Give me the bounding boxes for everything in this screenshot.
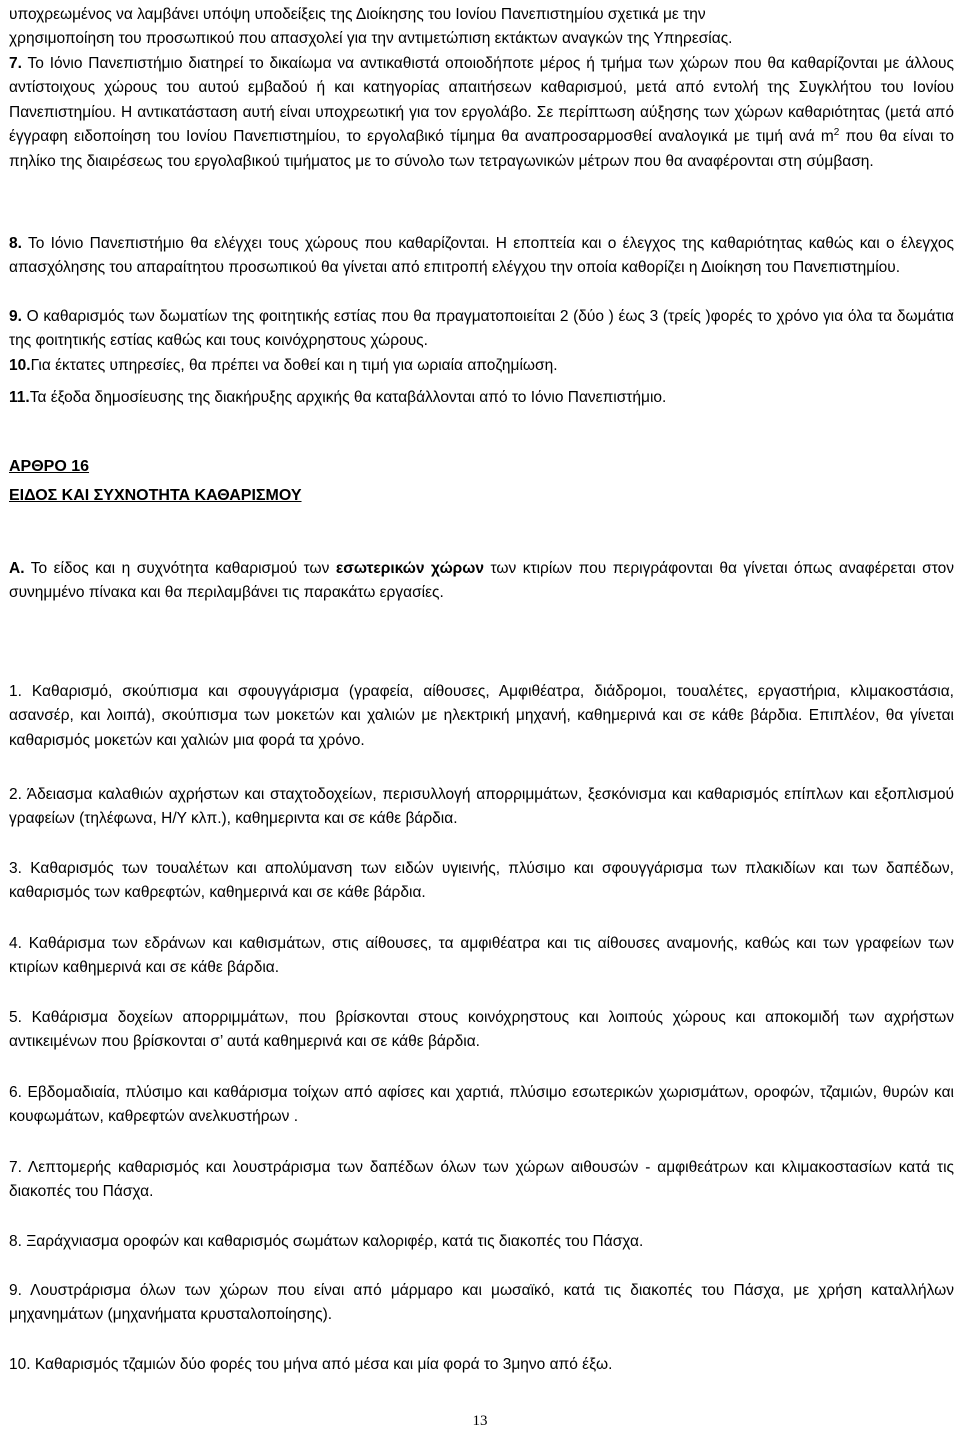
item-10-text: Για έκτατες υπηρεσίες, θα πρέπει να δοθεί και η τιμή για ωριαία αποζημίωση.: [30, 357, 558, 374]
task-7: 7. Λεπτομερής καθαρισμός και λουστράρισμα των δαπέδων όλων των χώρων αιθουσών - αμφιθεάτρων και κλιμακοστασίων κατά τις διακοπές του Πάσχα.: [9, 1159, 954, 1201]
top-line-2: χρησιμοποίηση του προσωπικού που απασχολεί για την αντιμετώπιση εκτάκτων αναγκών της Υπηρεσίας.: [9, 30, 733, 48]
task-1: 1. Καθαρισμό, σκούπισμα και σφουγγάρισμα (γραφεία, αίθουσες, Αμφιθέατρα, διάδρομοι, τουαλέτες, εργαστήρια, κλιμακοστάσια, ασανσέρ, και λοιπά), σκούπισμα των μοκετών και χαλιών με ηλεκτρική μηχανή, καθημερινά και σε κάθε βάρδια. Επιπλέον, θα γίνεται καθαρισμός μοκετών και χαλιών μια φορά τα χρόνο.: [9, 683, 954, 749]
task-6: 6. Εβδομαδιαία, πλύσιμο και καθάρισμα τοίχων από αφίσες και χαρτιά, πλύσιμο εσωτερικών χωρισμάτων, οροφών, τζαμιών, θυρών και κουφωμάτων, καθρεφτών ανελκυστήρων .: [9, 1084, 954, 1126]
item-7-text-b: που θα είναι το πηλίκο της διαιρέσεως του εργολαβικού τιμήματος με το σύνολο των τετραγωνικών μέτρων που θα αναφέρονται στη σύμβαση.: [9, 128, 954, 170]
item-8-text: Το Ιόνιο Πανεπιστήμιο θα ελέγχει τους χώρους που καθαρίζονται. Η εποπτεία και ο έλεγχος της καθαριότητας καθώς και ο έλεγχος απασχόλησης του απαραίτητου προσωπικού θα γίνεται από επιτροπή ελέγχου την οποία καθορίζει η Διοίκηση του Πανεπιστημίου.: [9, 235, 954, 277]
task-5: 5. Καθάρισμα δοχείων απορριμμάτων, που βρίσκονται στους κοινόχρηστους και λοιπούς χώρους και αποκομιδή των αχρήστων αντικειμένων που βρίσκονται σ’ αυτά καθημερινά και σε κάθε βάρδια.: [9, 1009, 954, 1051]
task-2: 2. Άδειασμα καλαθιών αχρήστων και σταχτοδοχείων, περισυλλογή απορριμμάτων, ξεσκόνισμα και καθαρισμός επίπλων και εξοπλισμού γραφείων (τηλέφωνα, Η/Υ κλπ.), καθημεριντα και σε κάθε βάρδια.: [9, 786, 954, 828]
section-a-bold: εσωτερικών χώρων: [335, 560, 484, 577]
top-line-1: υποχρεωμένος να λαμβάνει υπόψη υποδείξεις της Διοίκησης του Ιονίου Πανεπιστημίου σχετικά με την: [9, 6, 706, 23]
page-number: 13: [472, 1413, 488, 1429]
section-a-text-b: των κτιρίων που περιγράφονται θα γίνεται όπως αναφέρεται στον συνημμένο πίνακα και θα περιλαμβάνει τις παρακάτω εργασίες.: [9, 560, 954, 602]
item-11: [9, 386, 954, 410]
item-9: [9, 305, 954, 354]
item-11-text: Τα έξοδα δημοσίευσης της διακήρυξης αρχικής θα καταβάλλονται από το Ιόνιο Πανεπιστήμιο.: [29, 389, 667, 406]
item-9-text: Ο καθαρισμός των δωματίων της φοιτητικής εστίας που θα πραγματοποιείται 2 (δύο ) έως 3 (τρείς )φορές το χρόνο για όλα τα δωμάτια της φοιτητικής εστίας καθώς και τους κοινόχρηστους χώρους.: [9, 308, 954, 350]
task-3: 3. Καθαρισμός των τουαλέτων και απολύμανση των ειδών υγιεινής, πλύσιμο και σφουγγάρισμα των πλακιδίων και των δαπέδων, καθαρισμός των καθρεφτών, καθημερινά και σε κάθε βάρδια.: [9, 860, 954, 902]
item-11-number: 11.: [9, 389, 30, 406]
item-8-number: 8.: [9, 235, 22, 252]
item-9-number: 9.: [9, 308, 22, 325]
article-subtitle: ΕΙΔΟΣ ΚΑΙ ΣΥΧΝΟΤΗΤΑ ΚΑΘΑΡΙΣΜΟΥ: [9, 487, 302, 504]
section-a-label: Α.: [9, 560, 25, 577]
item-8: [9, 232, 954, 281]
task-8: 8. Ξαράχνιασμα οροφών και καθαρισμός σωμάτων καλοριφέρ, κατά τις διακοπές του Πάσχα.: [9, 1233, 644, 1250]
task-4: 4. Καθάρισμα των εδράνων και καθισμάτων, στις αίθουσες, τα αμφιθέατρα και τις αίθουσες αναμονής, καθώς και των γραφείων των κτιρίων καθημερινά και σε κάθε βάρδια.: [9, 935, 954, 977]
item-7-text-a: Το Ιόνιο Πανεπιστήμιο διατηρεί το δικαίωμα να αντικαθιστά οποιοδήποτε μέρος ή τμήμα των χώρων που θα καθαρίζονται με άλλους αντίστοιχους χώρους του αυτού εμβαδού ή και κατηγορίας απαιτήσεων καθαρισμού, μετά από εντολή της Συγκλήτου του Ιονίου Πανεπιστημίου. Η αντικατάσταση αυτή είναι υποχρεωτική για τον εργολάβο. Σε περίπτωση αύξησης των χώρων καθαριότητας (μετά από έγγραφη ειδοποίηση του Ιονίου Πανεπιστημίου, το εργολαβικό τίμημα θα αναπροσαρμοσθεί αναλογικά με τιμή ανά m: [9, 55, 954, 146]
section-a: [9, 557, 954, 606]
task-10: 10. Καθαρισμός τζαμιών δύο φορές του μήνα από μέσα και μία φορά το 3μηνο από έξω.: [9, 1356, 613, 1373]
section-a-text-a: Το είδος και η συχνότητα καθαρισμού των: [24, 560, 336, 577]
top-paragraph: [9, 3, 954, 52]
item-7-superscript: 2: [833, 127, 840, 139]
article-title: ΑΡΘΡΟ 16: [9, 458, 90, 475]
item-7: [9, 52, 954, 174]
item-7-number: 7.: [9, 55, 22, 72]
item-10: [9, 354, 954, 378]
task-9: 9. Λουστράρισμα όλων των χώρων που είναι από μάρμαρο και μωσαϊκό, κατά τις διακοπές του Πάσχα, με χρήση καταλλήλων μηχανημάτων (μηχανήματα κρυσταλοποίησης).: [9, 1282, 954, 1324]
item-10-number: 10.: [9, 357, 31, 374]
